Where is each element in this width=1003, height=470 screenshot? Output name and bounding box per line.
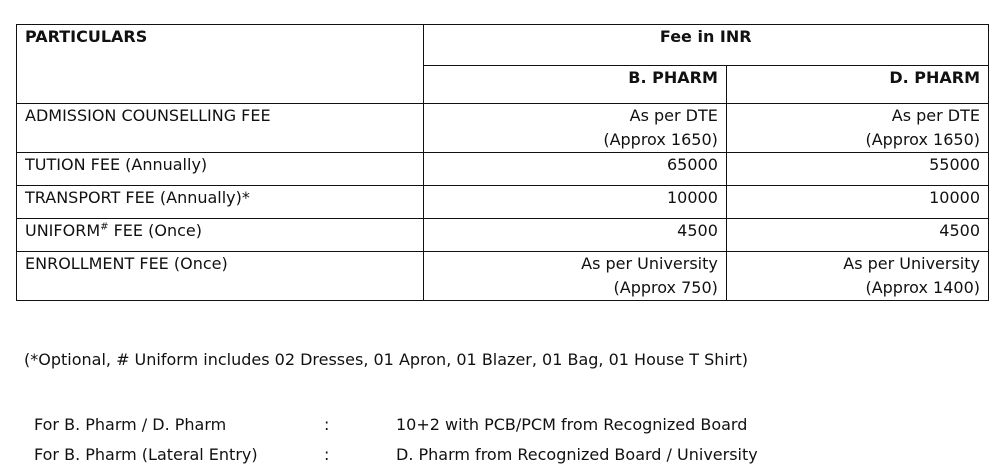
header-b-pharm: B. PHARM bbox=[423, 65, 726, 103]
row-label: TUTION FEE (Annually) bbox=[17, 153, 424, 186]
b-pharm-fee-cell: 10000 bbox=[423, 186, 726, 219]
table-row bbox=[17, 153, 989, 186]
fee-approx-line: (Approx 1650) bbox=[865, 130, 980, 149]
table-row bbox=[17, 104, 989, 153]
fee-table bbox=[16, 24, 989, 301]
table-row bbox=[17, 186, 989, 219]
fee-line: As per University bbox=[581, 254, 718, 273]
b-pharm-fee-cell: 65000 bbox=[423, 153, 726, 186]
eligibility-course: For B. Pharm / D. Pharm bbox=[34, 415, 227, 434]
table-row bbox=[17, 219, 989, 252]
row-label-main: UNIFORM bbox=[25, 221, 101, 240]
d-pharm-fee-cell: 55000 bbox=[726, 153, 988, 186]
table-header-row bbox=[17, 25, 989, 66]
d-pharm-fee-cell: 10000 bbox=[726, 186, 988, 219]
eligibility-course: For B. Pharm (Lateral Entry) bbox=[34, 445, 258, 464]
eligibility-separator: : bbox=[324, 445, 330, 464]
header-d-pharm: D. PHARM bbox=[726, 65, 988, 103]
b-pharm-fee-cell: 4500 bbox=[423, 219, 726, 252]
fee-line: As per DTE bbox=[891, 106, 980, 125]
row-label: ADMISSION COUNSELLING FEE bbox=[17, 104, 424, 153]
eligibility-requirement: 10+2 with PCB/PCM from Recognized Board bbox=[396, 415, 748, 434]
fee-line: As per DTE bbox=[629, 106, 718, 125]
eligibility-requirement: D. Pharm from Recognized Board / University bbox=[396, 445, 758, 464]
table-row bbox=[17, 252, 989, 301]
row-label: TRANSPORT FEE (Annually)* bbox=[17, 186, 424, 219]
fee-approx-line: (Approx 1650) bbox=[603, 130, 718, 149]
d-pharm-fee-cell bbox=[726, 252, 988, 301]
d-pharm-fee-cell bbox=[726, 104, 988, 153]
b-pharm-fee-cell bbox=[423, 104, 726, 153]
b-pharm-fee-cell bbox=[423, 252, 726, 301]
row-label-rest: FEE (Once) bbox=[108, 221, 202, 240]
fee-approx-line: (Approx 750) bbox=[613, 278, 718, 297]
d-pharm-fee-cell: 4500 bbox=[726, 219, 988, 252]
footnote: (*Optional, # Uniform includes 02 Dresses, 01 Apron, 01 Blazer, 01 Bag, 01 House T Shirt) bbox=[24, 350, 748, 369]
eligibility-separator: : bbox=[324, 415, 330, 434]
row-label bbox=[17, 219, 424, 252]
fee-line: As per University bbox=[843, 254, 980, 273]
header-particulars: PARTICULARS bbox=[17, 25, 424, 104]
row-label-superscript: # bbox=[100, 221, 109, 233]
fee-approx-line: (Approx 1400) bbox=[865, 278, 980, 297]
header-fee-group: Fee in INR bbox=[423, 25, 988, 66]
row-label: ENROLLMENT FEE (Once) bbox=[17, 252, 424, 301]
